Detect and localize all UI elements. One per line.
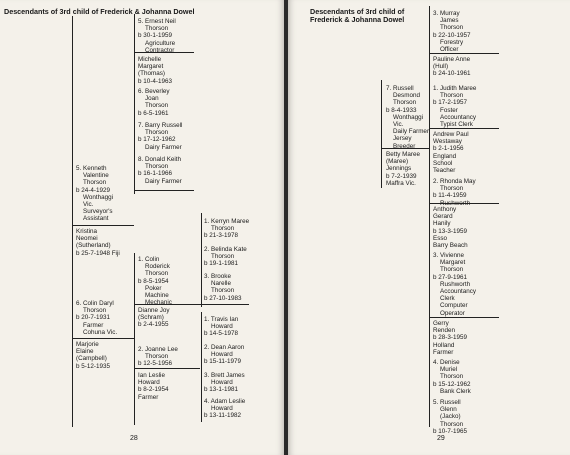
entry-russell-desmond bbox=[386, 85, 429, 150]
entry-betty bbox=[386, 151, 420, 187]
entry-kristina bbox=[76, 228, 120, 257]
entry-line: Muriel bbox=[440, 366, 458, 374]
entry-line: Elaine bbox=[76, 348, 94, 356]
entry-brooke bbox=[204, 273, 241, 302]
entry-line: Ian Leslie bbox=[138, 372, 165, 379]
entry-line: Farmer bbox=[138, 393, 159, 401]
entry-line: Valentine bbox=[83, 172, 109, 180]
entry-line: 1. Judith Maree bbox=[433, 85, 477, 92]
entry-barry bbox=[138, 122, 182, 151]
entry-line: Poker bbox=[145, 284, 162, 292]
entry-line: b 16-1-1966 bbox=[138, 170, 172, 178]
entry-line: Thorson bbox=[145, 25, 169, 33]
entry-line: b 28-3-1959 bbox=[433, 334, 467, 342]
entry-line: b 27-10-1983 bbox=[204, 294, 242, 302]
entry-line: Foster bbox=[440, 106, 458, 114]
entry-donald bbox=[138, 156, 182, 185]
tree-line bbox=[381, 80, 382, 188]
tree-line bbox=[201, 213, 202, 307]
entry-line: Thorson bbox=[145, 270, 169, 278]
entry-line: b 24-4-1929 bbox=[76, 186, 110, 194]
entry-line: b 5-12-1935 bbox=[76, 362, 110, 370]
entry-line: b 30-1-1959 bbox=[138, 32, 172, 40]
marriage-line bbox=[134, 190, 194, 191]
entry-line: Pauline Anne bbox=[433, 56, 471, 63]
entry-line: Narelle bbox=[211, 280, 231, 288]
entry-line: Michelle bbox=[138, 56, 162, 63]
entry-line: School bbox=[433, 159, 453, 167]
entry-line: b 10-4-1963 bbox=[138, 77, 172, 85]
entry-line: b 22-10-1957 bbox=[433, 31, 471, 39]
entry-line: Thorson bbox=[393, 99, 417, 107]
entry-line: Clerk bbox=[440, 295, 455, 303]
entry-line: 2. Rhonda May bbox=[433, 178, 476, 185]
entry-line: Maffra Vic. bbox=[386, 179, 416, 187]
entry-line: Holland bbox=[433, 341, 455, 349]
entry-line: b 11-4-1959 bbox=[433, 192, 467, 200]
entry-line: b 8-2-1954 bbox=[138, 386, 169, 394]
entry-line: Margaret bbox=[138, 63, 164, 71]
entry-line: (Maree) bbox=[386, 158, 409, 166]
entry-line: Wonthaggi bbox=[393, 113, 423, 121]
entry-line: Gerry bbox=[433, 320, 449, 327]
entry-line: 1. Travis Ian bbox=[204, 316, 239, 323]
entry-line: b 10-7-1965 bbox=[433, 427, 467, 435]
entry-line: 1. Kerryn Maree bbox=[204, 218, 250, 225]
entry-line: b 12-5-1956 bbox=[138, 360, 172, 368]
tree-line bbox=[201, 312, 202, 422]
entry-line: Machine bbox=[145, 292, 169, 300]
entry-line: 3. Murray bbox=[433, 10, 460, 17]
entry-line: Teacher bbox=[433, 167, 456, 175]
entry-vivienne bbox=[433, 252, 476, 317]
entry-colin-daryl bbox=[76, 300, 117, 336]
entry-kerryn bbox=[204, 218, 249, 240]
entry-line: Thorson bbox=[440, 266, 464, 274]
entry-line: Margaret bbox=[440, 259, 466, 267]
entry-dianne bbox=[138, 307, 170, 329]
page-number: 28 bbox=[130, 435, 138, 442]
entry-line: Renden bbox=[433, 327, 456, 335]
entry-line: b 20-7-1931 bbox=[76, 314, 110, 322]
entry-line: Thorson bbox=[211, 253, 235, 261]
entry-line: Farmer bbox=[433, 348, 454, 356]
right-page bbox=[288, 0, 570, 455]
entry-line: Howard bbox=[211, 405, 233, 413]
entry-line: Gerard bbox=[433, 213, 453, 221]
entry-line: Thorson bbox=[440, 92, 464, 100]
entry-line: Daily Farmer bbox=[393, 128, 430, 136]
entry-line: 3. Vivienne bbox=[433, 252, 465, 259]
entry-line: 6. Beverley bbox=[138, 88, 170, 95]
entry-line: Thorson bbox=[440, 373, 464, 381]
entry-murray bbox=[433, 10, 470, 53]
entry-line: b 13-11-1982 bbox=[204, 412, 241, 420]
entry-joanne bbox=[138, 346, 178, 368]
entry-line: Breeder bbox=[393, 142, 416, 150]
entry-line: Surveyor's bbox=[83, 208, 113, 216]
entry-line: (Thomas) bbox=[138, 70, 165, 78]
entry-line: 4. Adam Leslie bbox=[204, 398, 246, 405]
entry-colin-roderick bbox=[138, 256, 172, 306]
tree-line bbox=[429, 6, 430, 86]
entry-line: b 7-2-1939 bbox=[386, 172, 417, 180]
marriage-line bbox=[429, 317, 499, 318]
entry-line: England bbox=[433, 152, 457, 160]
entry-line: Accountancy bbox=[440, 113, 477, 121]
entry-line: 2. Belinda Kate bbox=[204, 246, 247, 253]
entry-line: Vic. bbox=[83, 201, 94, 209]
tree-line bbox=[72, 16, 73, 427]
tree-line bbox=[134, 14, 135, 194]
entry-line: b 19-1-1981 bbox=[204, 260, 238, 268]
entry-line: 5. Kenneth bbox=[76, 165, 107, 172]
entry-line: Desmond bbox=[393, 92, 420, 100]
entry-line: Rushworth bbox=[440, 280, 471, 288]
page-title-line1: Descendants of 3rd child of bbox=[310, 7, 405, 16]
entry-line: Thorson bbox=[440, 185, 464, 193]
entry-line: Agriculture bbox=[145, 39, 176, 47]
tree-line bbox=[429, 82, 430, 427]
entry-line: Dairy Farmer bbox=[145, 177, 182, 185]
entry-line: (Hull) bbox=[433, 63, 449, 71]
entry-line: 2. Joanne Lee bbox=[138, 346, 178, 353]
entry-line: Bank Clerk bbox=[440, 387, 471, 395]
entry-line: Thorson bbox=[145, 163, 169, 171]
entry-line: Wonthaggi bbox=[83, 193, 113, 201]
entry-line: 8. Donald Keith bbox=[138, 156, 182, 163]
entry-line: 5. Russell bbox=[433, 399, 461, 406]
entry-line: b 15-11-1979 bbox=[204, 358, 241, 366]
entry-line: b 17-2-1957 bbox=[433, 99, 467, 107]
entry-line: 7. Barry Russell bbox=[138, 122, 183, 129]
entry-russell-glenn bbox=[433, 399, 467, 435]
entry-line: Cohuna Vic. bbox=[83, 328, 118, 336]
entry-line: Anthony bbox=[433, 206, 457, 213]
entry-line: Thorson bbox=[440, 24, 464, 32]
entry-line: Forestry bbox=[440, 38, 464, 46]
entry-line: Neomei bbox=[76, 235, 98, 243]
entry-beverley bbox=[138, 88, 170, 117]
entry-line: b 2-1-1956 bbox=[433, 145, 464, 153]
entry-ernest bbox=[138, 18, 176, 54]
entry-michelle bbox=[138, 56, 172, 85]
entry-marjorie bbox=[76, 341, 110, 370]
entry-line: Mechanic bbox=[145, 299, 172, 307]
entry-line: Thorson bbox=[145, 102, 169, 110]
entry-andrew bbox=[433, 131, 469, 174]
entry-line: Jersey bbox=[393, 135, 412, 143]
entry-line: 6. Colin Daryl bbox=[76, 300, 114, 307]
entry-line: Hanily bbox=[433, 220, 451, 228]
entry-line: Farmer bbox=[83, 321, 104, 329]
entry-line: Thorson bbox=[211, 287, 235, 295]
entry-line: James bbox=[440, 17, 459, 25]
entry-line: 3. Brooke bbox=[204, 273, 231, 280]
marriage-line bbox=[429, 128, 499, 129]
entry-line: b 14-5-1978 bbox=[204, 330, 238, 338]
entry-line: (Sutherland) bbox=[76, 242, 111, 250]
entry-line: 4. Denise bbox=[433, 359, 460, 366]
entry-line: Computer bbox=[440, 302, 468, 310]
entry-line: Dairy Farmer bbox=[145, 143, 182, 151]
entry-line: 5. Ernest Neil bbox=[138, 18, 176, 25]
entry-line: Rushworth bbox=[440, 199, 471, 207]
entry-line: b 8-5-1954 bbox=[138, 277, 169, 285]
entry-anthony bbox=[433, 206, 468, 249]
entry-line: Accountancy bbox=[440, 288, 477, 296]
entry-line: 3. Brett James bbox=[204, 372, 245, 379]
entry-line: Thorson bbox=[145, 353, 169, 361]
entry-line: Marjorie bbox=[76, 341, 99, 348]
entry-travis bbox=[204, 316, 238, 338]
entry-line: b 8-4-1933 bbox=[386, 106, 417, 114]
entry-line: Vic. bbox=[393, 121, 404, 129]
tree-line bbox=[134, 253, 135, 425]
entry-line: b 6-5-1961 bbox=[138, 109, 169, 117]
marriage-line bbox=[72, 225, 134, 226]
entry-line: Contractor bbox=[145, 46, 175, 54]
marriage-line bbox=[134, 304, 249, 305]
page-title-line2: Frederick & Johanna Dowel bbox=[310, 15, 405, 24]
marriage-line bbox=[429, 53, 499, 54]
entry-ian bbox=[138, 372, 168, 401]
entry-line: 7. Russell bbox=[386, 85, 414, 92]
entry-line: Esso bbox=[433, 234, 447, 242]
entry-line: Thorson bbox=[83, 307, 107, 315]
marriage-line bbox=[381, 148, 429, 149]
entry-line: b 27-9-1961 bbox=[433, 273, 467, 281]
entry-line: (Jacko) bbox=[440, 413, 461, 421]
entry-belinda bbox=[204, 246, 247, 268]
entry-line: Glenn bbox=[440, 406, 457, 414]
entry-line: Thorson bbox=[440, 420, 464, 428]
entry-line: Howard bbox=[138, 379, 160, 387]
entry-line: b 25-7-1948 Fiji bbox=[76, 249, 120, 257]
marriage-line bbox=[134, 368, 200, 369]
page-title: Descendants of 3rd child of Frederick & Johanna Dowel bbox=[4, 7, 195, 16]
entry-line: Joan bbox=[145, 95, 159, 103]
page-number: 29 bbox=[437, 435, 445, 442]
entry-line: Howard bbox=[211, 379, 233, 387]
entry-line: b 17-12-1962 bbox=[138, 136, 176, 144]
entry-brett bbox=[204, 372, 245, 394]
entry-line: Officer bbox=[440, 46, 459, 54]
entry-line: Andrew Paul bbox=[433, 131, 469, 138]
entry-line: b 2-4-1955 bbox=[138, 321, 169, 329]
entry-line: b 13-3-1959 bbox=[433, 227, 467, 235]
marriage-line bbox=[134, 52, 194, 53]
entry-judith bbox=[433, 85, 476, 128]
entry-denise bbox=[433, 359, 471, 395]
entry-gerry bbox=[433, 320, 467, 356]
entry-line: b 13-1-1981 bbox=[204, 386, 238, 394]
entry-line: Thorson bbox=[83, 179, 107, 187]
entry-line: Howard bbox=[211, 351, 233, 359]
entry-line: b 24-10-1961 bbox=[433, 70, 471, 78]
entry-line: Thorson bbox=[145, 129, 169, 137]
entry-adam bbox=[204, 398, 245, 420]
entry-line: b 15-12-1962 bbox=[433, 380, 471, 388]
entry-line: Dianne Joy bbox=[138, 307, 170, 314]
marriage-line bbox=[429, 203, 499, 204]
entry-dean bbox=[204, 344, 244, 366]
entry-line: Howard bbox=[211, 323, 233, 331]
entry-line: Typist Clerk bbox=[440, 121, 473, 129]
entry-line: Jennings bbox=[386, 165, 412, 173]
marriage-line bbox=[72, 338, 134, 339]
entry-line: Kristina bbox=[76, 228, 97, 235]
entry-kenneth bbox=[76, 165, 113, 223]
entry-line: Assistant bbox=[83, 215, 109, 223]
entry-line: Westaway bbox=[433, 138, 462, 146]
entry-line: Barry Beach bbox=[433, 242, 468, 250]
entry-line: 1. Colin bbox=[138, 256, 160, 263]
entry-line: Operator bbox=[440, 309, 465, 317]
entry-line: Roderick bbox=[145, 263, 170, 271]
left-page bbox=[0, 0, 284, 455]
entry-line: Thorson bbox=[211, 225, 235, 233]
entry-pauline bbox=[433, 56, 470, 78]
entry-line: b 21-3-1978 bbox=[204, 232, 238, 240]
entry-line: (Campbell) bbox=[76, 355, 107, 363]
entry-line: 2. Dean Aaron bbox=[204, 344, 245, 351]
entry-line: (Schram) bbox=[138, 314, 164, 322]
entry-line: Betty Maree bbox=[386, 151, 420, 158]
